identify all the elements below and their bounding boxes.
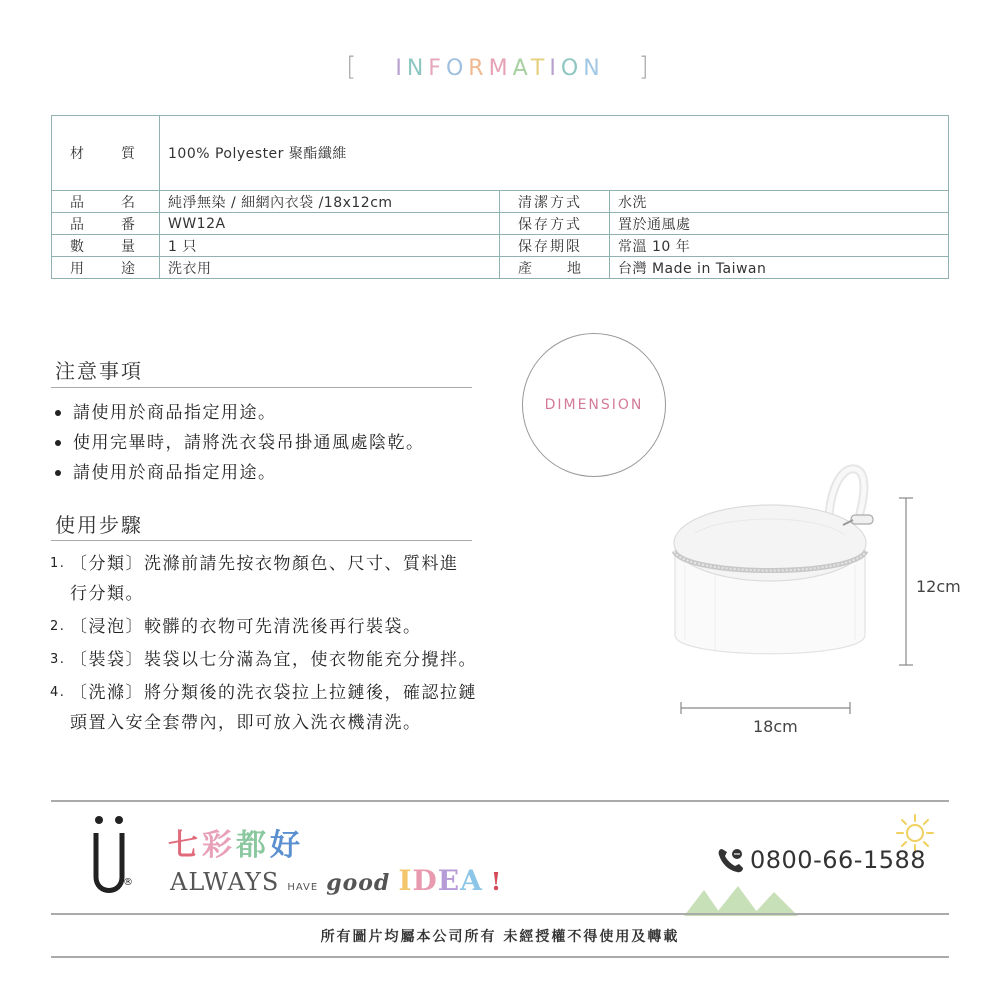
- width-label: 18cm: [753, 717, 798, 736]
- mountains-decoration: [684, 882, 802, 916]
- close-bracket: ]: [638, 52, 654, 82]
- slogan-cn-letter: 都: [236, 828, 270, 863]
- information-letter: O: [445, 56, 469, 81]
- information-letter: T: [530, 56, 550, 81]
- spec-value-usage: 洗衣用: [160, 257, 500, 279]
- list-item: [50, 549, 480, 609]
- footer-bottom-rule: [51, 956, 949, 958]
- width-dimension-line: [678, 700, 854, 716]
- idea-letter: I: [398, 864, 413, 897]
- note-text: 使用完畢時，請將洗衣袋吊掛通風處陰乾。: [73, 433, 425, 453]
- information-letter: N: [406, 56, 429, 81]
- slogan-idea: [398, 864, 482, 897]
- information-letter: A: [512, 56, 531, 81]
- phone-icon: [716, 846, 746, 874]
- information-letter: I: [395, 56, 407, 81]
- spec-label-cleaning: 清潔方式: [500, 191, 610, 213]
- slogan-always: ALWAYS: [170, 868, 280, 896]
- spec-label-shelf-life: 保存期限: [500, 235, 610, 257]
- spec-row-quantity: [52, 235, 949, 257]
- spec-label-name: 品 名: [52, 191, 160, 213]
- spec-value-cleaning: 水洗: [610, 191, 949, 213]
- height-label: 12cm: [916, 577, 961, 596]
- step-text: 〔浸泡〕較髒的衣物可先清洗後再行裝袋。: [70, 617, 422, 637]
- slogan-cn-letter: 七: [168, 828, 202, 863]
- spec-label-quantity: 數 量: [52, 235, 160, 257]
- slogan-cn-letter: 彩: [202, 828, 236, 863]
- information-letter: N: [583, 56, 605, 81]
- list-item: [52, 428, 425, 458]
- step-number: 2.: [50, 619, 66, 634]
- information-letter: I: [549, 56, 561, 81]
- slogan-have: HAVE: [287, 882, 319, 893]
- step-number: 4.: [50, 685, 66, 700]
- list-item: [52, 458, 425, 488]
- information-header: [0, 52, 1000, 82]
- spec-row-code: [52, 213, 949, 235]
- laundry-bag-illustration: [655, 455, 885, 680]
- bullet-dot: [55, 470, 61, 476]
- spec-row-usage: [52, 257, 949, 279]
- idea-letter: A: [460, 864, 483, 897]
- step-number: 1.: [50, 556, 66, 571]
- steps-rule: [51, 540, 472, 541]
- step-text: 〔裝袋〕裝袋以七分滿為宜，使衣物能充分攪拌。: [70, 650, 477, 670]
- spec-value-shelf-life: 常溫 10 年: [610, 235, 949, 257]
- slogan-english: [170, 864, 502, 897]
- steps-title: 使用步驟: [55, 513, 143, 537]
- information-word: [395, 56, 604, 81]
- open-bracket: [: [346, 52, 362, 82]
- copyright-notice: 所有圖片均屬本公司所有 未經授權不得使用及轉載: [320, 929, 680, 945]
- footer-mid-rule: [51, 913, 949, 915]
- step-text: 〔分類〕洗滌前請先按衣物顏色、尺寸、質料進行分類。: [70, 554, 459, 604]
- height-dimension-line: [898, 495, 918, 671]
- information-letter: R: [468, 56, 489, 81]
- idea-letter: E: [437, 864, 461, 897]
- bullet-dot: [55, 440, 61, 446]
- spec-label-material: 材 質: [52, 116, 160, 191]
- steps-list: [50, 549, 480, 738]
- spec-value-storage: 置於通風處: [610, 213, 949, 235]
- slogan-good: good: [326, 870, 391, 896]
- list-item: [50, 612, 480, 642]
- spec-label-origin: 產 地: [500, 257, 610, 279]
- notes-list: [52, 398, 425, 488]
- slogan-chinese: [168, 820, 304, 864]
- idea-letter: D: [412, 864, 438, 897]
- phone-number: 0800-66-1588: [750, 846, 927, 874]
- notes-rule: [51, 387, 472, 388]
- spec-value-origin: 台灣 Made in Taiwan: [610, 257, 949, 279]
- information-letter: M: [488, 56, 513, 81]
- notes-title: 注意事項: [55, 359, 143, 383]
- phone-contact[interactable]: [716, 846, 926, 874]
- spec-value-name: 純淨無染 / 細網內衣袋 /18x12cm: [160, 191, 500, 213]
- slogan-cn-letter: 好: [270, 828, 304, 863]
- spec-label-code: 品 番: [52, 213, 160, 235]
- information-letter: F: [428, 56, 446, 81]
- step-number: 3.: [50, 652, 66, 667]
- registered-mark: ®: [123, 877, 133, 888]
- spec-table: [51, 115, 949, 279]
- slogan-bang: !: [490, 867, 503, 896]
- list-item: [52, 398, 425, 428]
- spec-row-material: [52, 116, 949, 191]
- spec-label-storage: 保存方式: [500, 213, 610, 235]
- spec-value-code: WW12A: [160, 213, 500, 235]
- list-item: [50, 678, 480, 738]
- footer-top-rule: [51, 800, 949, 802]
- list-item: [50, 645, 480, 675]
- spec-label-usage: 用 途: [52, 257, 160, 279]
- spec-value-material: 100% Polyester 聚酯纖維: [160, 116, 949, 191]
- note-text: 請使用於商品指定用途。: [73, 403, 277, 423]
- information-letter: O: [560, 56, 584, 81]
- spec-row-name: [52, 191, 949, 213]
- brand-logo: [90, 815, 138, 904]
- bullet-dot: [55, 410, 61, 416]
- spec-value-quantity: 1 只: [160, 235, 500, 257]
- dimension-badge: DIMENSION: [522, 333, 666, 477]
- step-text: 〔洗滌〕將分類後的洗衣袋拉上拉鏈後，確認拉鏈頭置入安全套帶內，即可放入洗衣機清洗。: [70, 683, 477, 733]
- note-text: 請使用於商品指定用途。: [73, 463, 277, 483]
